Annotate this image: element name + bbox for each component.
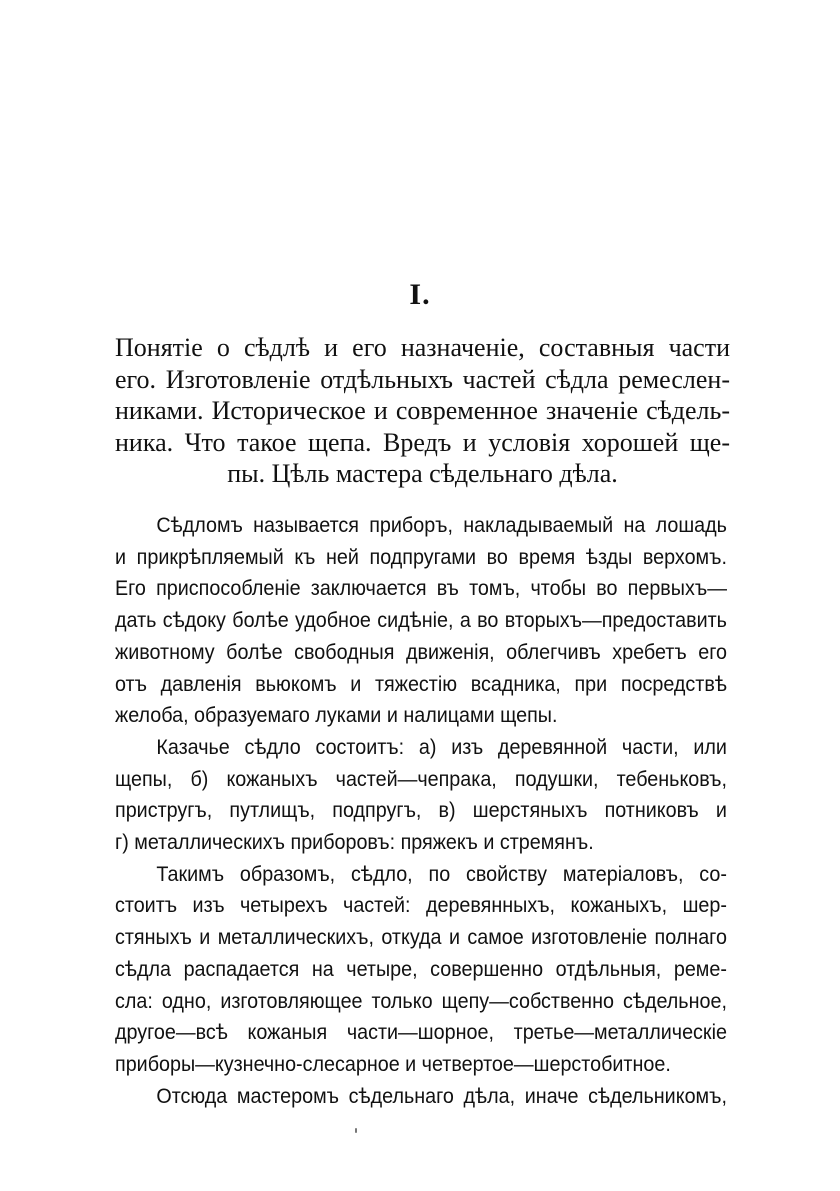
paragraph-line: отъ давленія вьюкомъ и тяжестію всадника, при посредствѣ	[115, 672, 727, 696]
summary-line: ника. Что такое щепа. Вредъ и условія хорошей ще-	[115, 427, 730, 457]
chapter-summary	[115, 332, 730, 490]
paragraph-line: и прикрѣпляемый къ ней подпругами во время ѣзды верхомъ.	[115, 545, 727, 569]
paragraph-line: Сѣдломъ называется приборъ, накладываемый на лошадь	[156, 514, 727, 537]
paragraph-line: Отсюда мастеромъ сѣдельнаго дѣла, иначе сѣдельникомъ,	[156, 1084, 727, 1108]
paragraph-line: желоба, образуемаго луками и налицами щепы.	[115, 704, 558, 728]
paragraph-line: сла: одно, изготовляющее только щепу—собственно сѣдельное,	[115, 989, 727, 1013]
chapter-number: I.	[409, 278, 431, 311]
paragraph-line: Казачье сѣдло состоитъ: а) изъ деревянной части, или	[156, 735, 727, 759]
summary-line: никами. Историческое и современное значеніе сѣдель-	[115, 396, 730, 425]
print-speck	[355, 1128, 357, 1133]
paragraph-line: пристругъ, путлищъ, подпругъ, в) шерстяныхъ потниковъ и	[115, 799, 727, 823]
paragraph-line: Такимъ образомъ, сѣдло, по свойству матеріаловъ, со-	[156, 862, 727, 886]
paragraph-line: сѣдла распадается на четыре, совершенно отдѣльныя, реме-	[115, 957, 727, 981]
paragraph-line: г) металлическихъ приборовъ: пряжекъ и стремянъ.	[115, 831, 594, 855]
summary-line: Понятіе о сѣдлѣ и его назначеніе, составныя части	[115, 333, 730, 362]
paragraph-line: приборы—кузнечно-слесарное и четвертое—шерстобитное.	[115, 1052, 671, 1076]
paragraph-line: дать сѣдоку болѣе удобное сидѣніе, а во вторыхъ—предоставить	[115, 609, 727, 633]
paragraph-line: другое—всѣ кожаныя части—шорное, третье—металлическіе	[115, 1021, 727, 1045]
paragraph-line: стяныхъ и металлическихъ, откуда и самое изготовленіе полнаго	[115, 926, 727, 950]
summary-line: его. Изготовленіе отдѣльныхъ частей сѣдла ремеслен-	[115, 364, 730, 394]
paragraph-line: щепы, б) кожаныхъ частей—чепрака, подушки, тебеньковъ,	[115, 767, 727, 791]
summary-line: пы. Цѣль мастера сѣдельнаго дѣла.	[227, 459, 618, 488]
paragraph-line: животному болѣе свободныя движенія, облегчивъ хребетъ его	[115, 640, 727, 664]
paragraph-line: Его приспособленіе заключается въ томъ, чтобы во первыхъ—	[115, 577, 727, 601]
body-text	[115, 510, 727, 1112]
paragraph-line: стоитъ изъ четырехъ частей: деревянныхъ, кожаныхъ, шер-	[115, 894, 727, 918]
